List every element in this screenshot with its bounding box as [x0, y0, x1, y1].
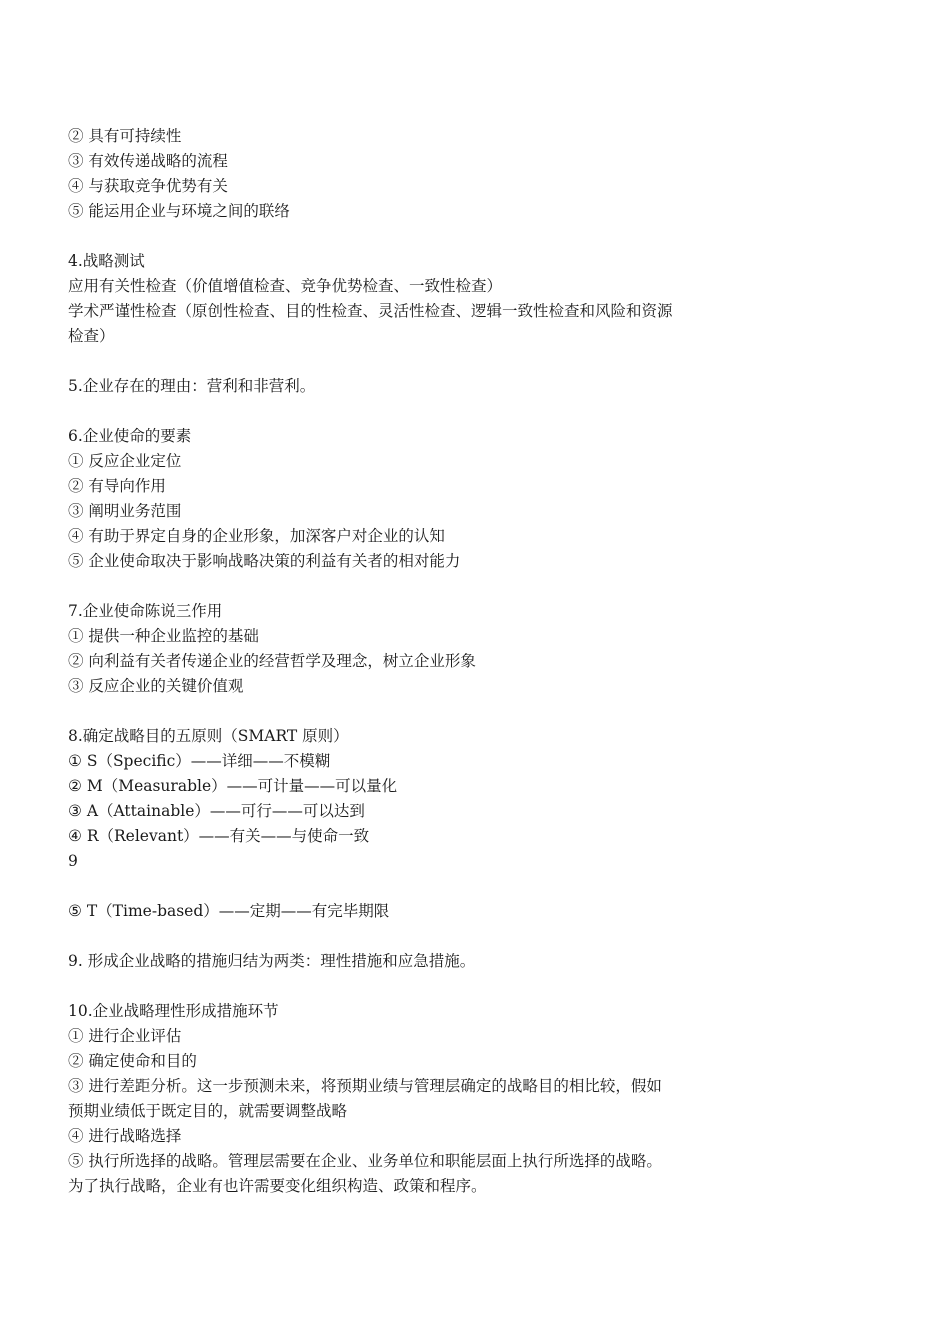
- text-line: ① 反应企业定位: [68, 452, 182, 470]
- text-line: ② 有导向作用: [68, 477, 166, 495]
- section-heading: 8.确定战略目的五原则（SMART 原则）: [68, 727, 349, 745]
- text-line: ⑤ 企业使命取决于影响战略决策的利益有关者的相对能力: [68, 552, 461, 570]
- blank-line: [68, 349, 733, 374]
- text-line: 预期业绩低于既定目的，就需要调整战略: [68, 1102, 348, 1120]
- text-line: ① 提供一种企业监控的基础: [68, 627, 259, 645]
- text-line: ② M（Measurable）——可计量——可以量化: [68, 777, 398, 795]
- text-line: ① S（Specific）——详细——不模糊: [68, 752, 331, 770]
- text-line: 应用有关性检查（价值增值检查、竞争优势检查、一致性检查）: [68, 277, 503, 295]
- section-heading: 7.企业使命陈说三作用: [68, 602, 223, 620]
- text-line: ④ 与获取竞争优势有关: [68, 177, 228, 195]
- text-line: ⑤ 执行所选择的战略。管理层需要在企业、业务单位和职能层面上执行所选择的战略。: [68, 1152, 662, 1170]
- section-heading: 10.企业战略理性形成措施环节: [68, 1002, 279, 1020]
- text-line: 检查）: [68, 327, 115, 345]
- page-number-text: 9: [68, 852, 78, 870]
- blank-line: [68, 399, 733, 424]
- blank-line: [68, 699, 733, 724]
- text-line: ③ 进行差距分析。这一步预测未来，将预期业绩与管理层确定的战略目的相比较，假如: [68, 1077, 662, 1095]
- text-line: 学术严谨性检查（原创性检查、目的性检查、灵活性检查、逻辑一致性检查和风险和资源: [68, 302, 673, 320]
- text-line: ⑤ 能运用企业与环境之间的联络: [68, 202, 290, 220]
- text-line: ① 进行企业评估: [68, 1027, 182, 1045]
- blank-line: [68, 874, 733, 899]
- section-heading: 6.企业使命的要素: [68, 427, 192, 445]
- section-heading: 9. 形成企业战略的措施归结为两类：理性措施和应急措施。: [68, 952, 476, 970]
- blank-line: [68, 224, 733, 249]
- text-line: ③ 有效传递战略的流程: [68, 152, 228, 170]
- blank-line: [68, 574, 733, 599]
- blank-line: [68, 974, 733, 999]
- text-line: 为了执行战略，企业有也许需要变化组织构造、政策和程序。: [68, 1177, 487, 1195]
- text-line: ③ A（Attainable）——可行——可以达到: [68, 802, 365, 820]
- document-body: [68, 124, 733, 1199]
- blank-line: [68, 924, 733, 949]
- text-line: ② 具有可持续性: [68, 127, 182, 145]
- text-line: ④ 有助于界定自身的企业形象，加深客户对企业的认知: [68, 527, 445, 545]
- section-heading: 5.企业存在的理由：营利和非营利。: [68, 377, 316, 395]
- section-heading: 4.战略测试: [68, 252, 145, 270]
- text-line: ② 向利益有关者传递企业的经营哲学及理念，树立企业形象: [68, 652, 476, 670]
- text-line: ③ 反应企业的关键价值观: [68, 677, 244, 695]
- text-line: ④ 进行战略选择: [68, 1127, 182, 1145]
- text-line: ③ 阐明业务范围: [68, 502, 182, 520]
- text-line: ⑤ T（Time-based）——定期——有完毕期限: [68, 902, 390, 920]
- text-line: ② 确定使命和目的: [68, 1052, 197, 1070]
- text-line: ④ R（Relevant）——有关——与使命一致: [68, 827, 370, 845]
